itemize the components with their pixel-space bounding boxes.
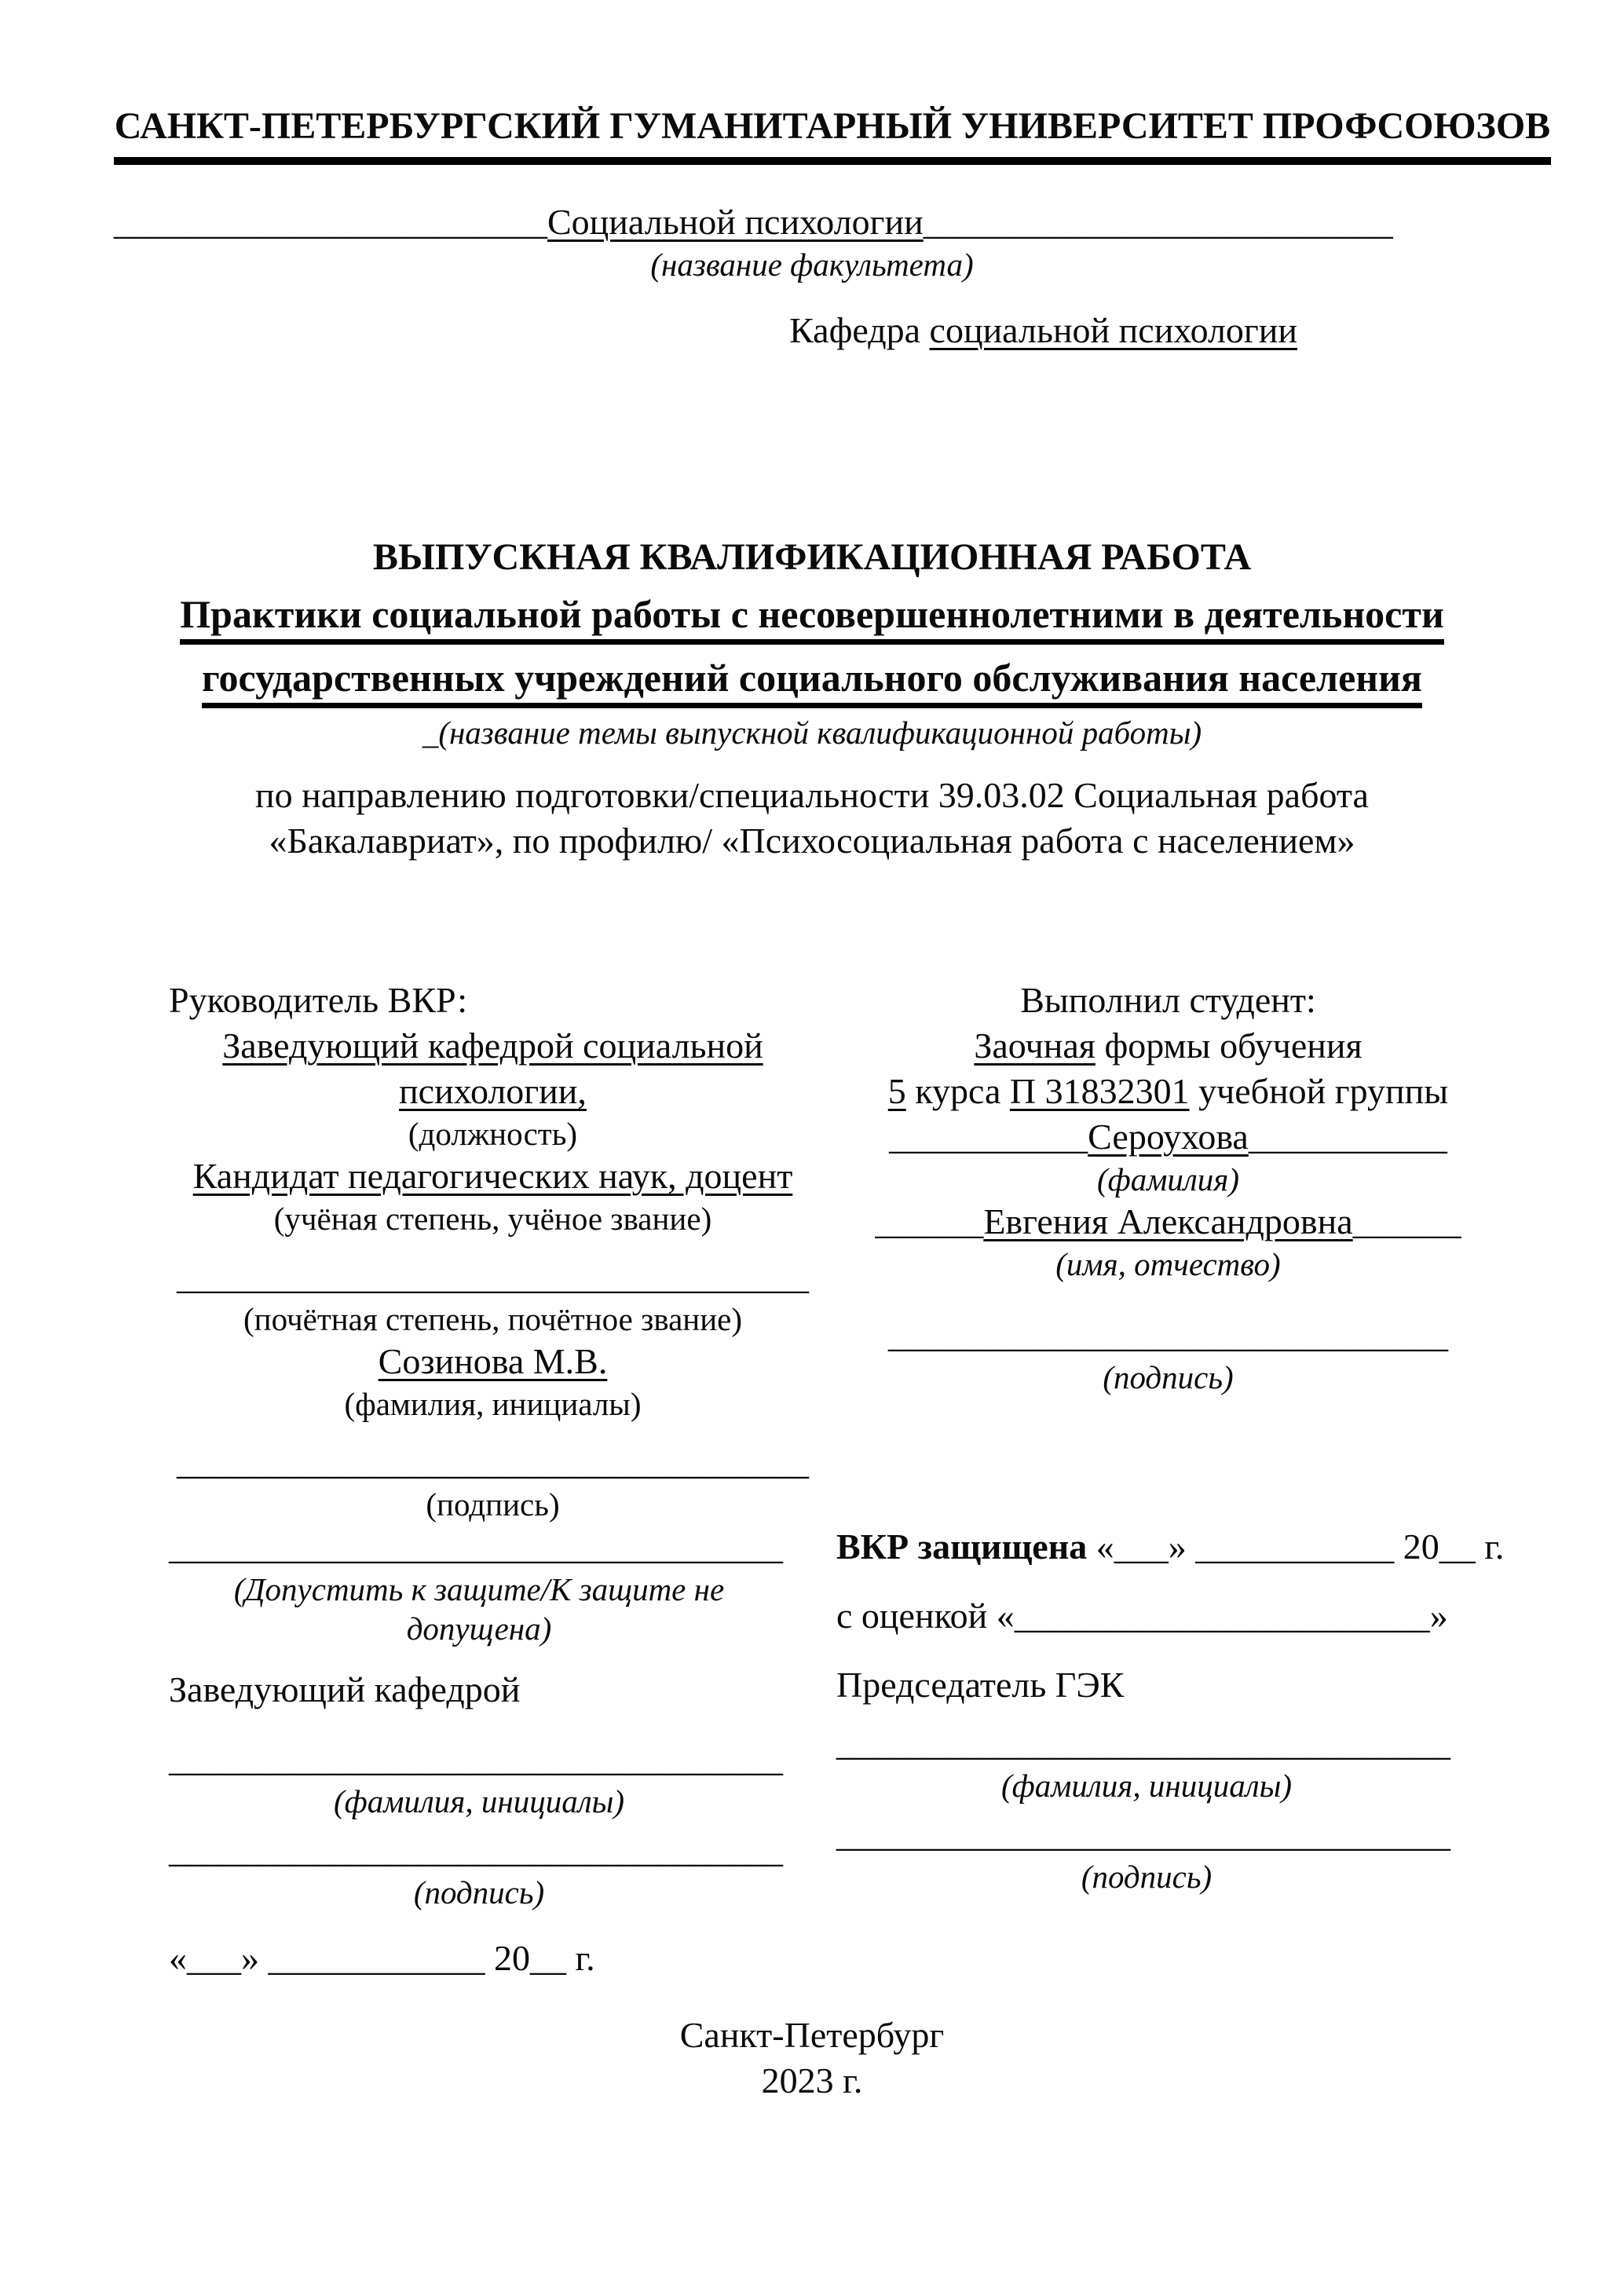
chairman-signature-caption: (подпись) xyxy=(1081,1859,1213,1895)
course-group-line: 5 курса П 31832301 учебной группы xyxy=(887,1071,1449,1111)
approval-columns xyxy=(169,1524,1551,1981)
faculty-line xyxy=(114,199,1551,245)
supervisor-degree-line: Кандидат педагогических наук, доцент xyxy=(192,1156,793,1196)
title-block xyxy=(114,534,1510,864)
admission-name-blank-line: __________________________________ xyxy=(169,1738,783,1779)
supervisor-name: Созинова М.В. xyxy=(378,1341,608,1381)
profile-line: «Бакалавриат», по профилю/ «Психосоциальная работа с населением» xyxy=(269,821,1355,861)
admission-signature-caption: (подпись) xyxy=(413,1874,545,1910)
university-name: САНКТ-ПЕТЕРБУРГСКИЙ ГУМАНИТАРНЫЙ УНИВЕРСИТЕТ ПРОФСОЮЗОВ xyxy=(114,105,1551,147)
department-name: социальной психологии xyxy=(929,310,1298,350)
supervisor-signature-caption: (подпись) xyxy=(426,1486,560,1523)
people-columns xyxy=(169,978,1551,1524)
defense-status-label: ВКР защищена xyxy=(836,1526,1088,1567)
admission-decision-caption: (Допустить к защите/К защите не допущена) xyxy=(233,1571,725,1647)
study-mode-value: Заочная xyxy=(974,1026,1095,1066)
student-signature-blank-line: _______________________________ xyxy=(888,1314,1448,1355)
thesis-topic-line-1: Практики социальной работы с несовершеннолетними в деятельности xyxy=(114,592,1510,645)
position-caption: (должность) xyxy=(408,1116,578,1152)
faculty-blank-right: __________________________ xyxy=(923,202,1393,242)
footer-block xyxy=(114,2013,1510,2104)
supervisor-position-line-1: Заведующий кафедрой социальной xyxy=(222,1026,763,1066)
student-surname: Сероухова xyxy=(1088,1117,1249,1157)
work-type-heading: ВЫПУСКНАЯ КВАЛИФИКАЦИОННАЯ РАБОТА xyxy=(372,536,1252,578)
header-rule xyxy=(114,157,1551,165)
chairman-name-caption: (фамилия, инициалы) xyxy=(1000,1768,1292,1804)
admission-block xyxy=(169,1524,789,1981)
supervisor-name-line xyxy=(169,1339,817,1384)
footer-year: 2023 г. xyxy=(761,2060,863,2100)
admission-name-caption: (фамилия, инициалы) xyxy=(333,1783,624,1819)
department-line xyxy=(789,308,1551,353)
honorary-caption: (почётная степень, почётное звание) xyxy=(243,1301,743,1337)
supervisor-block xyxy=(169,978,817,1524)
student-surname-line: ___________Сероухова___________ xyxy=(889,1117,1447,1157)
faculty-name: Социальной психологии xyxy=(547,202,924,242)
footer-city: Санкт-Петербург xyxy=(679,2015,945,2055)
topic-caption-underscore: _ xyxy=(422,715,439,751)
honorary-blank-line: ___________________________________ xyxy=(177,1256,809,1296)
student-block xyxy=(860,978,1476,1524)
surname-caption: (фамилия) xyxy=(1096,1161,1240,1197)
student-given-name: Евгения Александровна xyxy=(983,1201,1353,1241)
grade-line: с оценкой «_______________________» xyxy=(836,1596,1448,1636)
chairman-name-blank-line: __________________________________ xyxy=(836,1723,1450,1763)
faculty-blank-left: ________________________ xyxy=(114,202,547,242)
supervisor-heading: Руководитель ВКР: xyxy=(169,980,468,1020)
student-given-name-line: ______Евгения Александровна______ xyxy=(875,1201,1461,1241)
given-name-caption: (имя, отчество) xyxy=(1055,1246,1281,1282)
supervisor-name-caption: (фамилия, инициалы) xyxy=(344,1386,642,1422)
defense-block xyxy=(836,1524,1505,1981)
admission-decision-blank-line: __________________________________ xyxy=(169,1526,783,1567)
student-heading: Выполнил студент: xyxy=(1020,980,1316,1020)
supervisor-signature-blank-line: ___________________________________ xyxy=(177,1442,809,1482)
chairman-signature-blank-line: __________________________________ xyxy=(836,1814,1450,1854)
faculty-caption: (название факультета) xyxy=(650,247,974,283)
study-mode-line: Заочная формы обучения xyxy=(974,1026,1362,1066)
department-head-label: Заведующий кафедрой xyxy=(169,1669,521,1709)
supervisor-position-line-2: психологии, xyxy=(399,1071,587,1111)
gek-chairman-label: Председатель ГЭК xyxy=(836,1665,1125,1705)
defense-status-line: ВКР защищена «___» ___________ 20__ г. xyxy=(836,1526,1505,1567)
course-number: 5 xyxy=(887,1071,906,1111)
program-line: по направлению подготовки/специальности 39.03.02 Социальная работа xyxy=(255,775,1369,815)
department-label: Кафедра xyxy=(789,310,930,350)
group-code: П 31832301 xyxy=(1009,1071,1190,1111)
student-signature-caption: (подпись) xyxy=(1103,1359,1234,1395)
admission-date-line: «___» ____________ 20__ г. xyxy=(169,1938,595,1978)
thesis-topic-line-2: государственных учреждений социального обслуживания населения xyxy=(114,656,1510,708)
degree-caption: (учёная степень, учёное звание) xyxy=(273,1201,712,1237)
topic-caption-line xyxy=(114,713,1510,752)
admission-signature-blank-line: __________________________________ xyxy=(169,1830,783,1870)
topic-caption: (название темы выпускной квалификационной работы) xyxy=(438,715,1202,751)
